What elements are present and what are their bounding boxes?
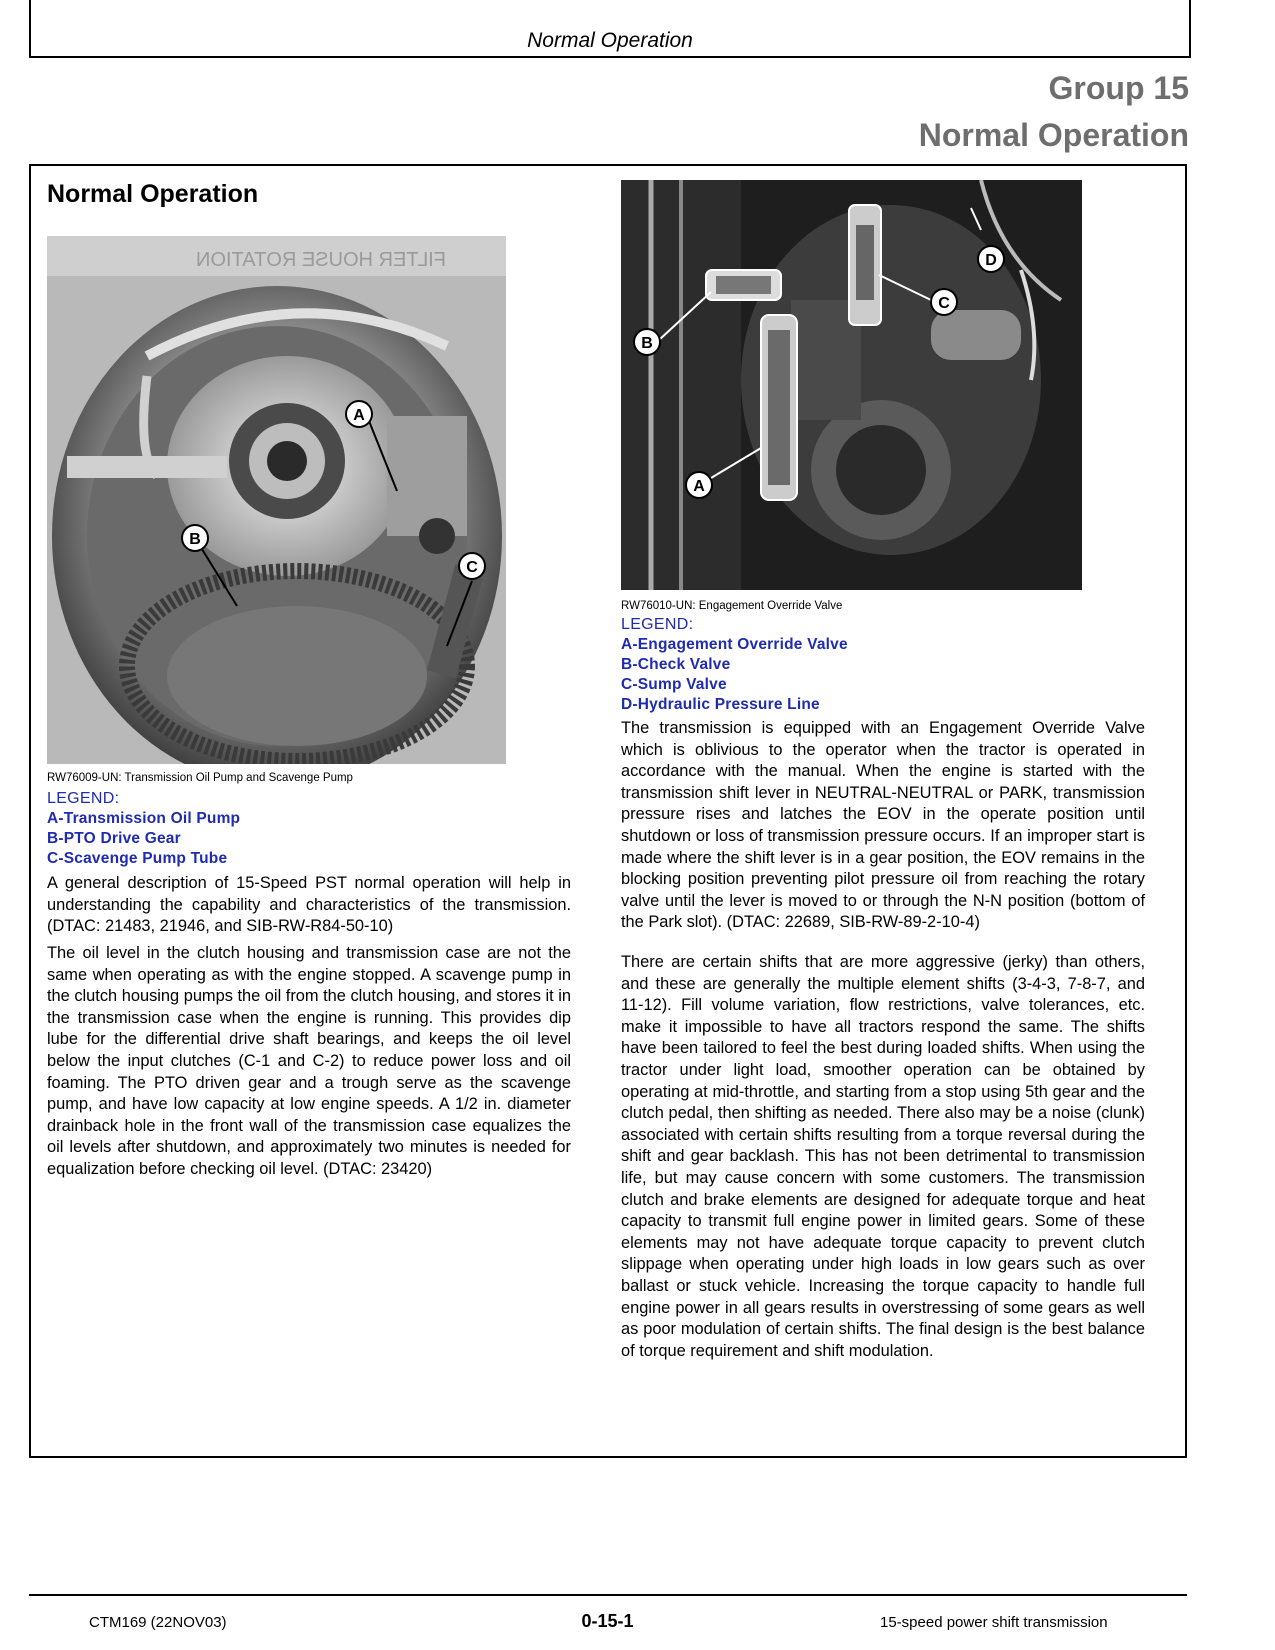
right-paragraph-1: The transmission is equipped with an Engagement Override Valve which is oblivious to the operator when the tractor is operated in accordance with the manual. When the engine is started with the transmission shift lever in NEUTRAL-NEUTRAL or PARK, transmission pressure rises and latches the EOV in the operate position until shutdown or loss of transmission pressure occurs. If an improper start is made where the shift lever is in a gear position, the EOV remains in the blocking position preventing pilot pressure oil from reaching the rotary valve until the lever is moved to or through the N-N position (bottom of the Park slot). (DTAC: 22689, SIB-RW-89-2-10-4)	[621, 719, 1145, 932]
figure2-legend-item: B-Check Valve	[621, 656, 731, 673]
right-paragraph-2: There are certain shifts that are more aggressive (jerky) than others, and these are generally the multiple element shifts (3-4-3, 7-8-7, and 11-12). Fill volume variation, flow restrictions, valve tolerances, etc. make it impossible to have all tractors respond the same. The shifts have been tailored to feel the best during loaded shifts. When using the tractor under light load, smoother operation can be obtained by operating at mid-throttle, and starting from a stop using 5th gear and the clutch pedal, then shifting as needed. There also may be a noise (clunk) associated with certain shifts resulting from a torque reversal during the shift and gear backlash. This has not been detrimental to transmission life, but may cause concern with some customers. The transmission clutch and brake elements are designed for adequate torque and heat capacity to transmit full engine power in limited gears. Some of these elements may not have adequate torque capacity to prevent clutch slippage when operating under high loads in low gears such as over ballast or stuck vehicle. Increasing the torque capacity to handle full engine power in all gears results in overstressing of some gears as well as poor modulation of certain shifts. The final design is the best balance of torque requirement and shift modulation.	[621, 953, 1145, 1360]
figure1-legend-item: C-Scavenge Pump Tube	[47, 850, 228, 867]
figure1-legend-heading: LEGEND:	[47, 790, 120, 807]
footer-manual-id: CTM169 (22NOV03)	[89, 1614, 227, 1631]
running-header-box	[29, 0, 1191, 58]
svg-text:A: A	[693, 478, 705, 495]
figure2-legend-item: A-Engagement Override Valve	[621, 636, 848, 653]
figure1-legend-item: A-Transmission Oil Pump	[47, 810, 241, 827]
group-number: Group 15	[1048, 70, 1189, 106]
figure2-legend-item: D-Hydraulic Pressure Line	[621, 696, 820, 713]
left-paragraph-2: The oil level in the clutch housing and transmission case are not the same when operating as with the engine stopped. A scavenge pump in the clutch housing pumps the oil from the clutch housing, and stores it in the transmission case when the engine is running. This provides dip lube for the differential drive shaft bearings, and keeps the oil level below the input clutches (C-1 and C-2) to reduce power loss and oil foaming. The PTO driven gear and a trough serve as the scavenge pump, and have low capacity at low engine speeds. A 1/2 in. diameter drainback hole in the front wall of the transmission case equalizes the oil levels after shutdown, and approximately two minutes is needed for equalization before checking oil level. (DTAC: 23420)	[47, 944, 571, 1178]
svg-text:B: B	[641, 335, 653, 352]
figure1-photo	[47, 236, 506, 764]
svg-text:C: C	[466, 559, 478, 576]
svg-text:A: A	[353, 407, 365, 424]
running-header-title: Normal Operation	[527, 29, 693, 52]
figure2-caption: RW76010-UN: Engagement Override Valve	[621, 600, 843, 612]
svg-text:B: B	[189, 531, 201, 548]
figure1-caption: RW76009-UN: Transmission Oil Pump and Scavenge Pump	[47, 772, 353, 784]
group-title: Normal Operation	[918, 117, 1189, 153]
figure1-legend-item: B-PTO Drive Gear	[47, 830, 181, 847]
figure2-photo	[621, 180, 1082, 590]
left-paragraph-1: A general description of 15-Speed PST normal operation will help in understanding the capability and characteristics of the transmission. (DTAC: 21483, 21946, and SIB-RW-R84-50-10)	[47, 874, 571, 936]
figure1-stamp-text: FILTER HOUSE ROTATION	[195, 249, 446, 271]
svg-text:C: C	[938, 295, 950, 312]
oil-pump-photo-image	[47, 236, 506, 764]
footer-rule	[29, 1594, 1187, 1596]
footer-page-number: 0-15-1	[581, 1611, 634, 1631]
section-title: Normal Operation	[47, 180, 259, 208]
override-valve-photo-image	[621, 180, 1082, 590]
figure2-legend	[621, 635, 848, 715]
figure2-legend-item: C-Sump Valve	[621, 676, 727, 693]
figure1-legend	[47, 809, 240, 869]
footer-subject: 15-speed power shift transmission	[880, 1614, 1108, 1631]
content-box	[29, 164, 1187, 1458]
figure2-legend-heading: LEGEND:	[621, 616, 694, 633]
svg-text:D: D	[985, 252, 997, 269]
